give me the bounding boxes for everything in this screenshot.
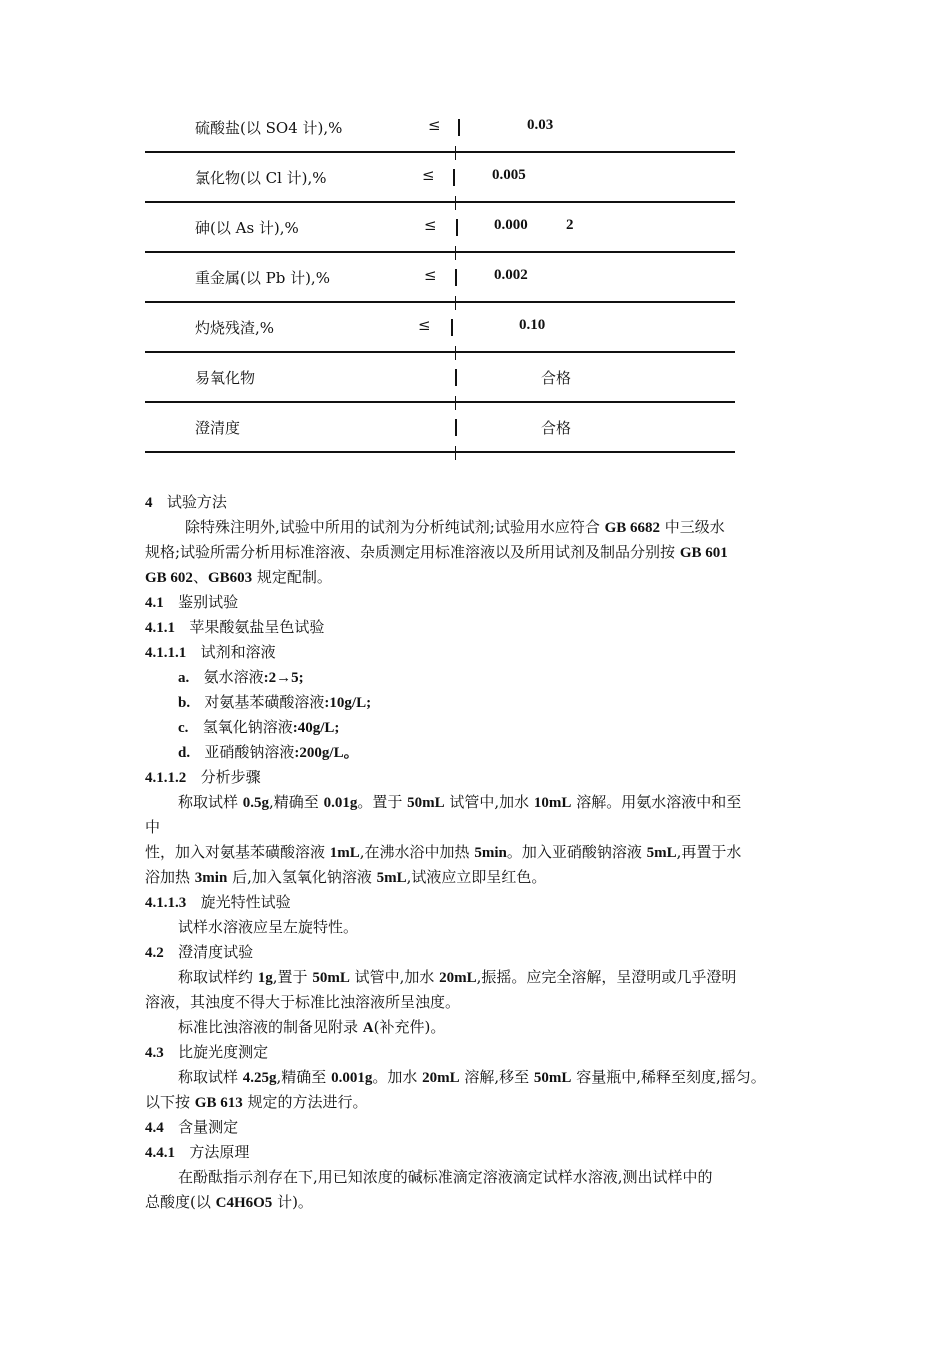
- item-value-extra: 2: [566, 217, 574, 233]
- column-divider: [451, 319, 453, 336]
- item-name: 重金属(以 Pb 计),%: [195, 269, 330, 287]
- item-name: 灼烧残渣,%: [195, 319, 275, 337]
- operator-symbol: ≤: [424, 216, 437, 234]
- paragraph-line: 在酚酞指示剂存在下,用已知浓度的碱标准滴定溶液滴定试样水溶液,测出试样中的: [178, 1168, 713, 1186]
- table-row: [145, 353, 735, 403]
- item-value: 合格: [541, 419, 572, 437]
- spec-table: [145, 103, 735, 453]
- paragraph-line: 中: [145, 818, 161, 836]
- item-name: 澄清度: [195, 419, 241, 437]
- section-4-1-1-heading: 4.1.1 苹果酸氨盐呈色试验: [145, 618, 325, 636]
- item-value: 0.005: [492, 167, 526, 183]
- section-number: 4: [145, 495, 153, 511]
- column-divider: [455, 369, 457, 386]
- paragraph-line: 称取试样 4.25g,精确至 0.001g。加水 20mL 溶解,移至 50mL 容量瓶中,稀释至刻度,摇匀。: [178, 1068, 766, 1086]
- list-item: d. 亚硝酸钠溶液:200g/L。: [178, 743, 359, 761]
- section-4-1-heading: 4.1 鉴别试验: [145, 593, 239, 611]
- table-row: [145, 303, 735, 353]
- operator-symbol: ≤: [428, 116, 441, 134]
- table-row: [145, 403, 735, 453]
- item-value: 合格: [541, 369, 572, 387]
- operator-symbol: ≤: [424, 266, 437, 284]
- row-rule: [145, 451, 735, 453]
- paragraph-line: 以下按 GB 613 规定的方法进行。: [145, 1093, 368, 1111]
- table-row: [145, 253, 735, 303]
- list-item: a. 氨水溶液:2→5;: [178, 668, 304, 686]
- list-item: c. 氢氧化钠溶液:40g/L;: [178, 718, 340, 736]
- section-4-4-1-heading: 4.4.1 方法原理: [145, 1143, 250, 1161]
- paragraph-line: 总酸度(以 C4H6O5 计)。: [145, 1193, 313, 1211]
- paragraph-line: 规格;试验所需分析用标准溶液、杂质测定用标准溶液以及所用试剂及制品分别按 GB 601: [145, 543, 728, 561]
- column-divider: [455, 269, 457, 286]
- column-divider: [458, 119, 460, 136]
- item-name: 硫酸盐(以 SO4 计),%: [195, 119, 343, 137]
- section-4-heading: [145, 492, 227, 513]
- paragraph-line: GB 602、GB603 规定配制。: [145, 568, 332, 586]
- column-divider: [456, 219, 458, 236]
- paragraph-line: 标准比浊溶液的制备见附录 A(补充件)。: [178, 1018, 446, 1036]
- item-value: 0.000: [494, 217, 528, 233]
- paragraph-line: 称取试样 0.5g,精确至 0.01g。置于 50mL 试管中,加水 10mL 溶解。用氨水溶液中和至: [178, 793, 742, 811]
- table-row: [145, 153, 735, 203]
- section-4-2-heading: 4.2 澄清度试验: [145, 943, 254, 961]
- item-name: 易氧化物: [195, 369, 256, 387]
- section-4-1-1-2-heading: 4.1.1.2 分析步骤: [145, 768, 261, 786]
- list-item: b. 对氨基苯磺酸溶液:10g/L;: [178, 693, 372, 711]
- paragraph-line: 溶液，其浊度不得大于标准比浊溶液所呈浊度。: [145, 993, 461, 1011]
- operator-symbol: ≤: [422, 166, 435, 184]
- operator-symbol: ≤: [418, 316, 431, 334]
- section-title: 试验方法: [166, 493, 227, 511]
- table-row: [145, 103, 735, 153]
- section-4-1-1-1-heading: 4.1.1.1 试剂和溶液: [145, 643, 276, 661]
- item-value: 0.03: [527, 117, 554, 133]
- item-value: 0.10: [519, 317, 546, 333]
- item-value: 0.002: [494, 267, 528, 283]
- item-name: 氯化物(以 Cl 计),%: [195, 169, 327, 187]
- section-4-1-1-3-heading: 4.1.1.3 旋光特性试验: [145, 893, 291, 911]
- column-divider: [455, 419, 457, 436]
- item-name: 砷(以 As 计),%: [195, 219, 299, 237]
- rule-tick: [455, 446, 456, 460]
- section-4-3-heading: 4.3 比旋光度测定: [145, 1043, 269, 1061]
- paragraph-line: 称取试样约 1g,置于 50mL 试管中,加水 20mL,振摇。应完全溶解，呈澄明或几乎澄明: [178, 968, 737, 986]
- table-row: [145, 203, 735, 253]
- section-4-4-heading: 4.4 含量测定: [145, 1118, 239, 1136]
- column-divider: [453, 169, 455, 186]
- paragraph-line: 浴加热 3min 后,加入氢氧化钠溶液 5mL,试液应立即呈红色。: [145, 868, 547, 886]
- paragraph-line: 除特殊注明外,试验中所用的试剂为分析纯试剂;试验用水应符合 GB 6682 中三级水: [185, 518, 725, 536]
- paragraph-line: 性，加入对氨基苯磺酸溶液 1mL,在沸水浴中加热 5min。加入亚硝酸钠溶液 5mL,再置于水: [145, 843, 742, 861]
- paragraph-line: 试样水溶液应呈左旋特性。: [178, 918, 359, 936]
